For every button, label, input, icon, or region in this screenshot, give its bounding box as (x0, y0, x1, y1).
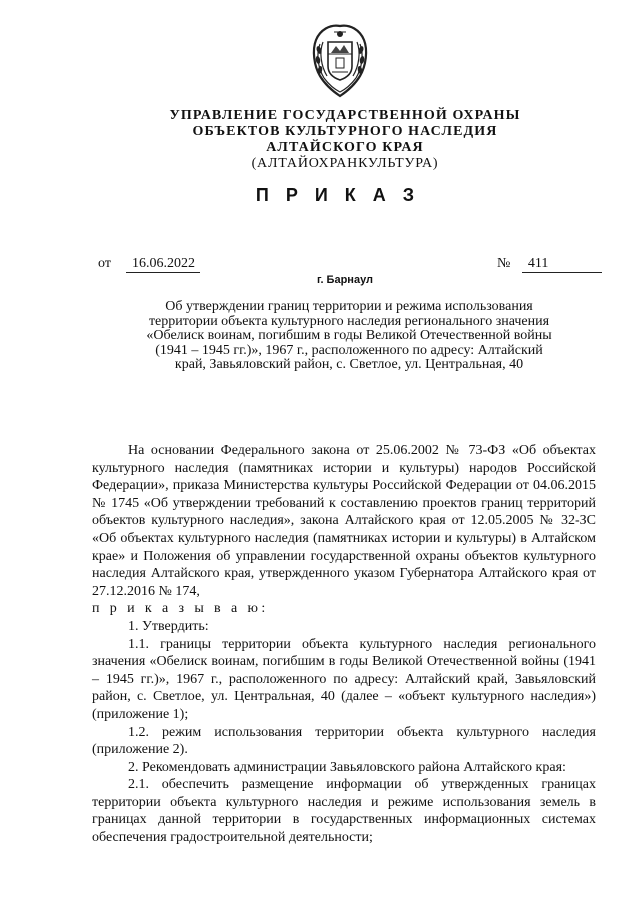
order-word-text: п р и к а з ы в а ю: (92, 601, 269, 617)
list-item-2: 2. Рекомендовать администрации Завьяловского района Алтайского края: (128, 759, 566, 775)
document-subject: Об утверждении границ территории и режима использования территории объекта культурного наследия регионального значения «Обелиск воинам, погибшим в годы Великой Отечественной войны (1941 – 1945 гг.)», 1967 г., расположенного по адресу: Алтайский край, Завьяловский район, с. Светлое, ул. Центральная, 40 (146, 299, 552, 373)
order-word (92, 600, 596, 618)
document-body (92, 442, 596, 847)
org-short-name: (АЛТАЙОХРАНКУЛЬТУРА) (251, 156, 439, 171)
org-name-line: ОБЪЕКТОВ КУЛЬТУРНОГО НАСЛЕДИЯ (192, 124, 498, 139)
org-name-block (0, 108, 640, 172)
list-item-1-1: 1.1. границы территории объекта культурного наследия регионального значения «Обелиск воинам, погибшим в годы Великой Отечественной войны (1941 – 1945 гг.)», 1967 г., расположенного по адресу: Алтайский край, Завьяловский район, с. Светлое, ул. Центральная, 40 (далее – «объект культурного наследия») (приложение 1); (92, 636, 596, 722)
date-prefix: от (98, 256, 111, 271)
preamble-paragraph: На основании Федерального закона от 25.06.2002 № 73-ФЗ «Об объектах культурного наследия (памятниках истории и культуры) народов Российской Федерации», приказа Министерства культуры Российской Федерации от 04.06.2015 № 1745 «Об утверждении требований к составлению проектов границ территорий объектов культурного наследия», закона Алтайского края от 12.05.2005 № 32-ЗС «Об объектах культурного наследия (памятниках истории и культуры) в Алтайском крае» и Положения об управлении государственной охраны объектов культурного наследия Алтайского края, утвержденного указом Губернатора Алтайского края от 27.12.2016 № 174, (92, 443, 596, 599)
date-row (98, 256, 200, 273)
coat-of-arms-emblem (306, 20, 374, 100)
org-name-line: АЛТАЙСКОГО КРАЯ (266, 140, 424, 155)
number-row (497, 256, 602, 273)
document-title: П Р И К А З (255, 185, 421, 205)
document-number: 411 (522, 257, 602, 273)
list-item-1-2: 1.2. режим использования территории объекта культурного наследия (приложение 2). (92, 724, 596, 758)
document-date: 16.06.2022 (126, 257, 200, 273)
city-name: г. Барнаул (316, 274, 374, 286)
list-item-1: 1. Утвердить: (128, 618, 209, 634)
org-name-line: УПРАВЛЕНИЕ ГОСУДАРСТВЕННОЙ ОХРАНЫ (169, 108, 521, 123)
list-item-2-1: 2.1. обеспечить размещение информации об утвержденных границах территории объекта культурного наследия и режиме использования земель в границах данной территории в государственных информационных системах обеспечения градостроительной деятельности; (92, 777, 596, 846)
number-prefix: № (497, 256, 511, 271)
